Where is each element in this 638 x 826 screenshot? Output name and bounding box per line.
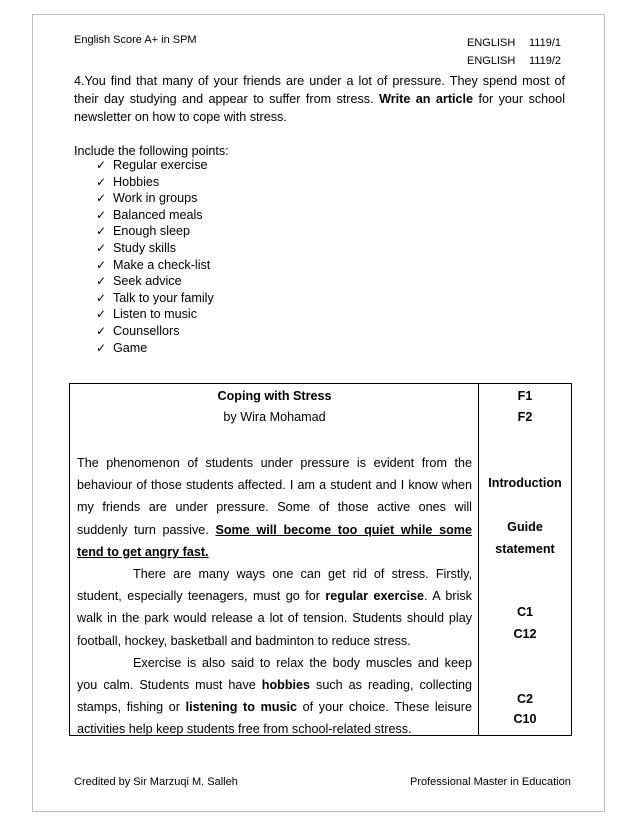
question-part: 4.You find that many of your friends are under a lot of pressure. They spend most of their day studying and appear to suffer from stress. bbox=[74, 74, 565, 106]
checkmark-icon: ✓ bbox=[96, 240, 107, 255]
question-text bbox=[74, 72, 565, 126]
note-c2: C2 bbox=[516, 692, 534, 706]
header-title: English Score A+ in SPM bbox=[74, 34, 197, 46]
checkmark-icon: ✓ bbox=[96, 323, 107, 338]
essay-paragraph-content bbox=[77, 652, 472, 741]
essay-column bbox=[70, 384, 479, 735]
checklist-item bbox=[96, 174, 214, 191]
checklist-item bbox=[96, 323, 214, 340]
checklist-item bbox=[96, 273, 214, 290]
checkmark-icon: ✓ bbox=[96, 224, 107, 239]
question-instruction: Write an article bbox=[379, 92, 474, 106]
notes-column bbox=[479, 384, 571, 735]
checklist-item bbox=[96, 157, 214, 174]
header-subject: ENGLISH bbox=[467, 37, 516, 49]
header-paper-code: 1119/1 bbox=[529, 37, 562, 49]
note-introduction: Introduction bbox=[488, 476, 562, 490]
checklist-item bbox=[96, 190, 214, 207]
header-paper-code: 1119/2 bbox=[529, 55, 562, 67]
checklist-item bbox=[96, 290, 214, 307]
checklist-item bbox=[96, 240, 214, 257]
checklist-item bbox=[96, 207, 214, 224]
essay-body bbox=[77, 452, 472, 741]
checkmark-icon: ✓ bbox=[96, 257, 107, 272]
checkmark-icon: ✓ bbox=[96, 158, 107, 172]
note-f1: F1 bbox=[517, 389, 533, 403]
note-c12: C12 bbox=[513, 627, 537, 641]
note-statement: statement bbox=[495, 542, 555, 556]
essay-table bbox=[69, 383, 572, 736]
essay-paragraph-introduction bbox=[77, 452, 472, 563]
essay-text: Exercise is also said to relax the body muscles and keep you calm. Students must have bbox=[77, 655, 472, 693]
checklist-item-label: Work in groups bbox=[113, 191, 198, 206]
checklist-item-label: Hobbies bbox=[113, 174, 160, 189]
checklist-item bbox=[96, 306, 214, 323]
essay-keyword: hobbies bbox=[261, 678, 311, 693]
essay-paragraph-content bbox=[77, 563, 472, 652]
checklist-item-label: Talk to your family bbox=[113, 290, 214, 305]
essay-byline: by Wira Mohamad bbox=[223, 410, 326, 424]
essay-keyword: listening to music bbox=[185, 700, 297, 715]
checkmark-icon: ✓ bbox=[96, 340, 107, 355]
guide-statement-text: Some will become too quiet while some tend to get angry fast. bbox=[77, 522, 472, 559]
checkmark-icon: ✓ bbox=[96, 174, 107, 189]
footer-credit: Credited by Sir Marzuqi M. Salleh bbox=[74, 776, 238, 788]
essay-text: The phenomenon of students under pressure is evident from the behaviour of those students affected. I am a student and I know when my friends are under pressure. Some of those active ones will suddenly turn passive. bbox=[77, 456, 472, 537]
checklist-item-label: Study skills bbox=[113, 240, 176, 255]
checkmark-icon: ✓ bbox=[96, 290, 107, 305]
checklist-item bbox=[96, 257, 214, 274]
checklist-item bbox=[96, 223, 214, 240]
checkmark-icon: ✓ bbox=[96, 274, 107, 289]
note-c1: C1 bbox=[516, 605, 534, 619]
checklist-item-label: Counsellors bbox=[113, 323, 180, 338]
include-label: Include the following points: bbox=[74, 144, 229, 158]
checklist-item-label: Make a check-list bbox=[113, 257, 211, 272]
checklist-item bbox=[96, 340, 214, 357]
checklist-item-label: Regular exercise bbox=[113, 158, 208, 172]
essay-text: There are many ways one can get rid of stress. Firstly, student, especially teenagers, must go for bbox=[77, 567, 472, 604]
header-code-row bbox=[467, 52, 569, 70]
checkmark-icon: ✓ bbox=[96, 207, 107, 222]
essay-title: Coping with Stress bbox=[217, 389, 332, 403]
note-c10: C10 bbox=[513, 712, 537, 726]
header-codes bbox=[467, 34, 569, 70]
essay-text: . A brisk walk in the park would release a lot of tension. Students should play football, hockey, basketball and badminton to reduce stress. bbox=[77, 589, 472, 648]
essay-text: of your choice. These leisure activities help keep students free from school-related stress. bbox=[77, 700, 472, 737]
points-checklist bbox=[96, 157, 214, 356]
essay-text: such as reading, collecting stamps, fishing or bbox=[77, 678, 473, 715]
checklist-item-label: Seek advice bbox=[113, 274, 182, 289]
checklist-item-label: Balanced meals bbox=[113, 207, 203, 222]
checkmark-icon: ✓ bbox=[96, 191, 107, 206]
checklist-item-label: Listen to music bbox=[113, 307, 197, 322]
note-guide: Guide bbox=[507, 520, 543, 534]
question-part: for your school newsletter on how to cope with stress. bbox=[74, 92, 565, 124]
checkmark-icon: ✓ bbox=[96, 307, 107, 322]
footer-title: Professional Master in Education bbox=[410, 776, 571, 788]
header-subject: ENGLISH bbox=[467, 55, 516, 67]
checklist-item-label: Game bbox=[113, 340, 148, 355]
note-f2: F2 bbox=[517, 410, 533, 424]
essay-keyword: regular exercise bbox=[325, 589, 424, 604]
header-code-row bbox=[467, 34, 569, 52]
checklist-item-label: Enough sleep bbox=[113, 224, 191, 239]
